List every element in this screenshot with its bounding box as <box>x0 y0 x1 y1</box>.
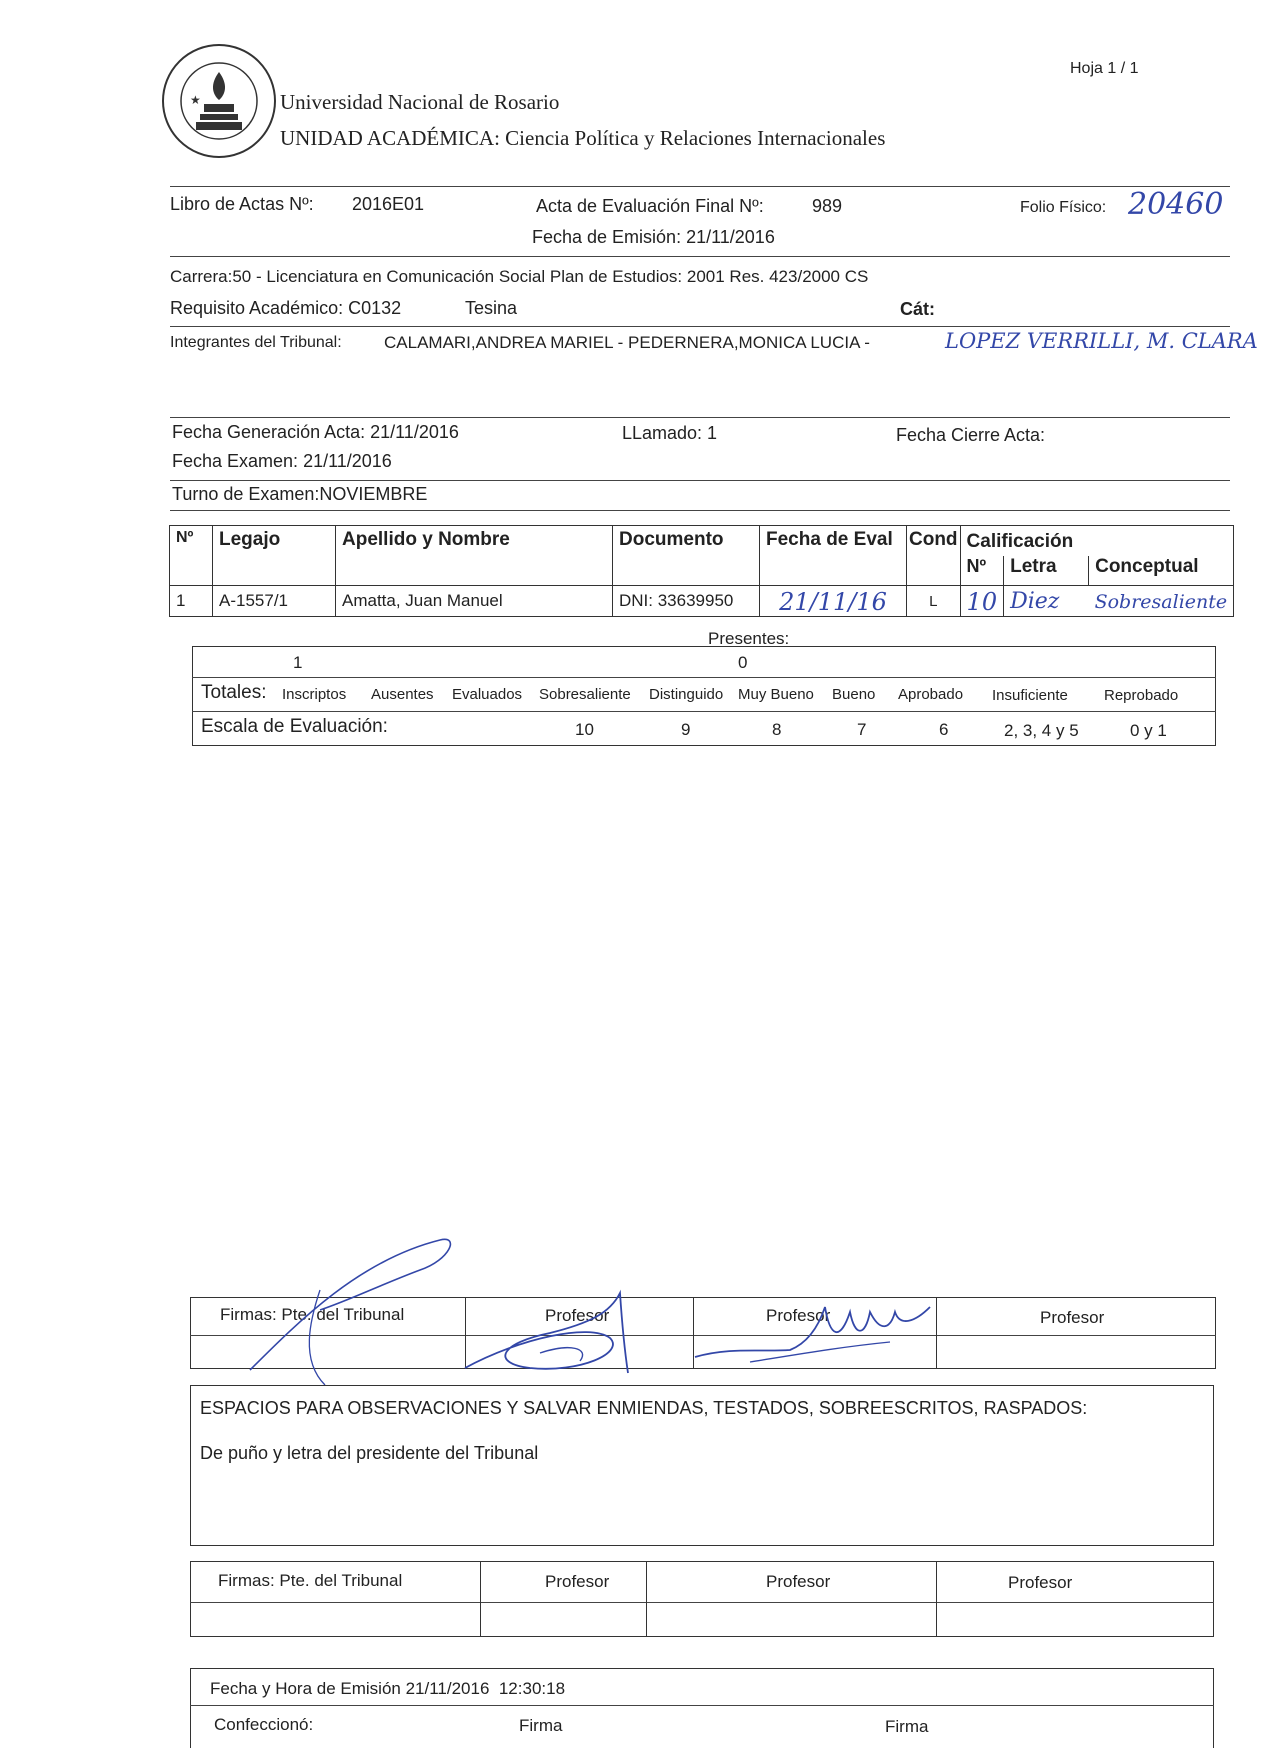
col-sobresaliente: Sobresaliente <box>539 686 631 703</box>
libro-label: Libro de Actas Nº: <box>170 194 314 214</box>
col-evaluados: Evaluados <box>452 686 523 703</box>
signature-profesor1 <box>460 1283 660 1378</box>
sig2-pte-label: Firmas: Pte. del Tribunal <box>218 1571 403 1590</box>
col-bueno: Bueno <box>832 686 876 703</box>
divider <box>170 256 1230 257</box>
university-name: Universidad Nacional de Rosario <box>280 90 560 114</box>
col-header-calificacion: Calificación <box>960 526 1234 556</box>
row-conceptual: Sobresaliente <box>1089 586 1234 617</box>
acta-value: 989 <box>812 196 843 216</box>
page-indicator: Hoja 1 / 1 <box>1070 60 1139 77</box>
row-legajo: A-1557/1 <box>213 586 336 617</box>
col-header-n: Nº <box>170 526 213 586</box>
inscriptos-value: 1 <box>293 653 303 672</box>
divider <box>170 480 1230 481</box>
table-row <box>170 586 1234 617</box>
divider <box>170 326 1230 327</box>
students-table <box>169 525 1234 617</box>
escala-sobresaliente: 10 <box>575 720 594 739</box>
escala-muy-bueno: 8 <box>772 720 782 739</box>
folio-label: Folio Físico: <box>1020 199 1107 216</box>
footer-firma-2: Firma <box>885 1717 929 1736</box>
libro-value: 2016E01 <box>352 194 425 214</box>
generacion-date: Fecha Generación Acta: 21/11/2016 <box>172 422 459 442</box>
ausentes-value: 0 <box>738 653 748 672</box>
divider <box>170 186 1230 187</box>
svg-text:★: ★ <box>190 93 201 107</box>
row-letra: Diez <box>1004 586 1089 617</box>
divider <box>190 1705 1214 1706</box>
footer-confecciono: Confeccionó: <box>214 1715 314 1734</box>
sig1-profesor2-label: Profesor <box>766 1306 831 1325</box>
observaciones-subtitle: De puño y letra del presidente del Tribunal <box>200 1443 539 1463</box>
divider <box>170 510 1230 511</box>
tribunal-members: CALAMARI,ANDREA MARIEL - PEDERNERA,MONICA LUCIA - <box>384 333 870 352</box>
academic-unit: UNIDAD ACADÉMICA: Ciencia Política y Relaciones Internacionales <box>280 126 886 150</box>
divider <box>480 1561 481 1637</box>
llamado: LLamado: 1 <box>622 423 718 443</box>
col-aprobado: Aprobado <box>898 686 964 703</box>
col-header-legajo: Legajo <box>213 526 336 586</box>
sig1-pte-label: Firmas: Pte. del Tribunal <box>220 1305 405 1324</box>
sig1-profesor3-label: Profesor <box>1040 1308 1105 1327</box>
escala-reprobado: 0 y 1 <box>1130 721 1167 740</box>
requisito-label: Requisito Académico: C0132 <box>170 298 402 318</box>
sig2-profesor2-label: Profesor <box>766 1572 831 1591</box>
escala-distinguido: 9 <box>681 720 691 739</box>
col-insuficiente: Insuficiente <box>992 687 1068 704</box>
row-documento: DNI: 33639950 <box>613 586 760 617</box>
col-muy-bueno: Muy Bueno <box>738 686 814 703</box>
sub-header-n: Nº <box>960 556 1004 586</box>
footer-firma-1: Firma <box>519 1716 563 1735</box>
divider <box>192 711 1216 712</box>
turno: Turno de Examen:NOVIEMBRE <box>172 484 428 504</box>
tribunal-handwritten: LOPEZ VERRILLI, M. CLARA <box>945 329 1258 353</box>
requisito-value: Tesina <box>465 298 518 318</box>
fecha-examen: Fecha Examen: 21/11/2016 <box>172 451 392 471</box>
escala-aprobado: 6 <box>939 720 949 739</box>
acta-label: Acta de Evaluación Final Nº: <box>536 196 764 216</box>
escala-insuficiente: 2, 3, 4 y 5 <box>1004 721 1079 740</box>
sub-header-conceptual: Conceptual <box>1089 556 1234 586</box>
row-n: 1 <box>170 586 213 617</box>
col-header-nombre: Apellido y Nombre <box>336 526 613 586</box>
divider <box>192 677 1216 678</box>
emision-date: Fecha de Emisión: 21/11/2016 <box>532 227 775 247</box>
footer-emision: Fecha y Hora de Emisión 21/11/2016 12:30:18 <box>210 1679 566 1698</box>
sig1-profesor1-label: Profesor <box>545 1306 610 1325</box>
row-cond: L <box>907 586 961 617</box>
university-seal <box>160 42 278 160</box>
sig2-profesor1-label: Profesor <box>545 1572 610 1591</box>
row-fecha: 21/11/16 <box>760 586 907 617</box>
signature-pte <box>240 1230 480 1390</box>
signature-profesor2 <box>690 1292 960 1367</box>
folio-value: 20460 <box>1128 187 1224 222</box>
escala-label: Escala de Evaluación: <box>201 716 388 737</box>
divider <box>170 417 1230 418</box>
divider <box>190 1602 1214 1603</box>
carrera: Carrera:50 - Licenciatura en Comunicación Social Plan de Estudios: 2001 Res. 423/2000 CS <box>170 267 869 286</box>
col-header-fecha: Fecha de Eval <box>760 526 907 586</box>
col-reprobado: Reprobado <box>1104 687 1179 704</box>
col-inscriptos: Inscriptos <box>282 686 347 703</box>
col-header-cond: Cond <box>907 526 961 586</box>
escala-bueno: 7 <box>857 720 867 739</box>
col-header-documento: Documento <box>613 526 760 586</box>
observaciones-title: ESPACIOS PARA OBSERVACIONES Y SALVAR ENMIENDAS, TESTADOS, SOBREESCRITOS, RASPADOS: <box>200 1398 1088 1418</box>
divider <box>646 1561 647 1637</box>
sub-header-letra: Letra <box>1004 556 1089 586</box>
col-distinguido: Distinguido <box>649 686 724 703</box>
cat-label: Cát: <box>900 299 935 319</box>
totales-label: Totales: <box>201 682 267 703</box>
row-nombre: Amatta, Juan Manuel <box>336 586 613 617</box>
col-ausentes: Ausentes <box>371 686 434 703</box>
presentes-label: Presentes: <box>708 629 790 648</box>
tribunal-label: Integrantes del Tribunal: <box>170 334 342 351</box>
sig2-profesor3-label: Profesor <box>1008 1573 1073 1592</box>
cierre-label: Fecha Cierre Acta: <box>896 425 1046 445</box>
row-nota: 10 <box>960 586 1004 617</box>
divider <box>936 1561 937 1637</box>
